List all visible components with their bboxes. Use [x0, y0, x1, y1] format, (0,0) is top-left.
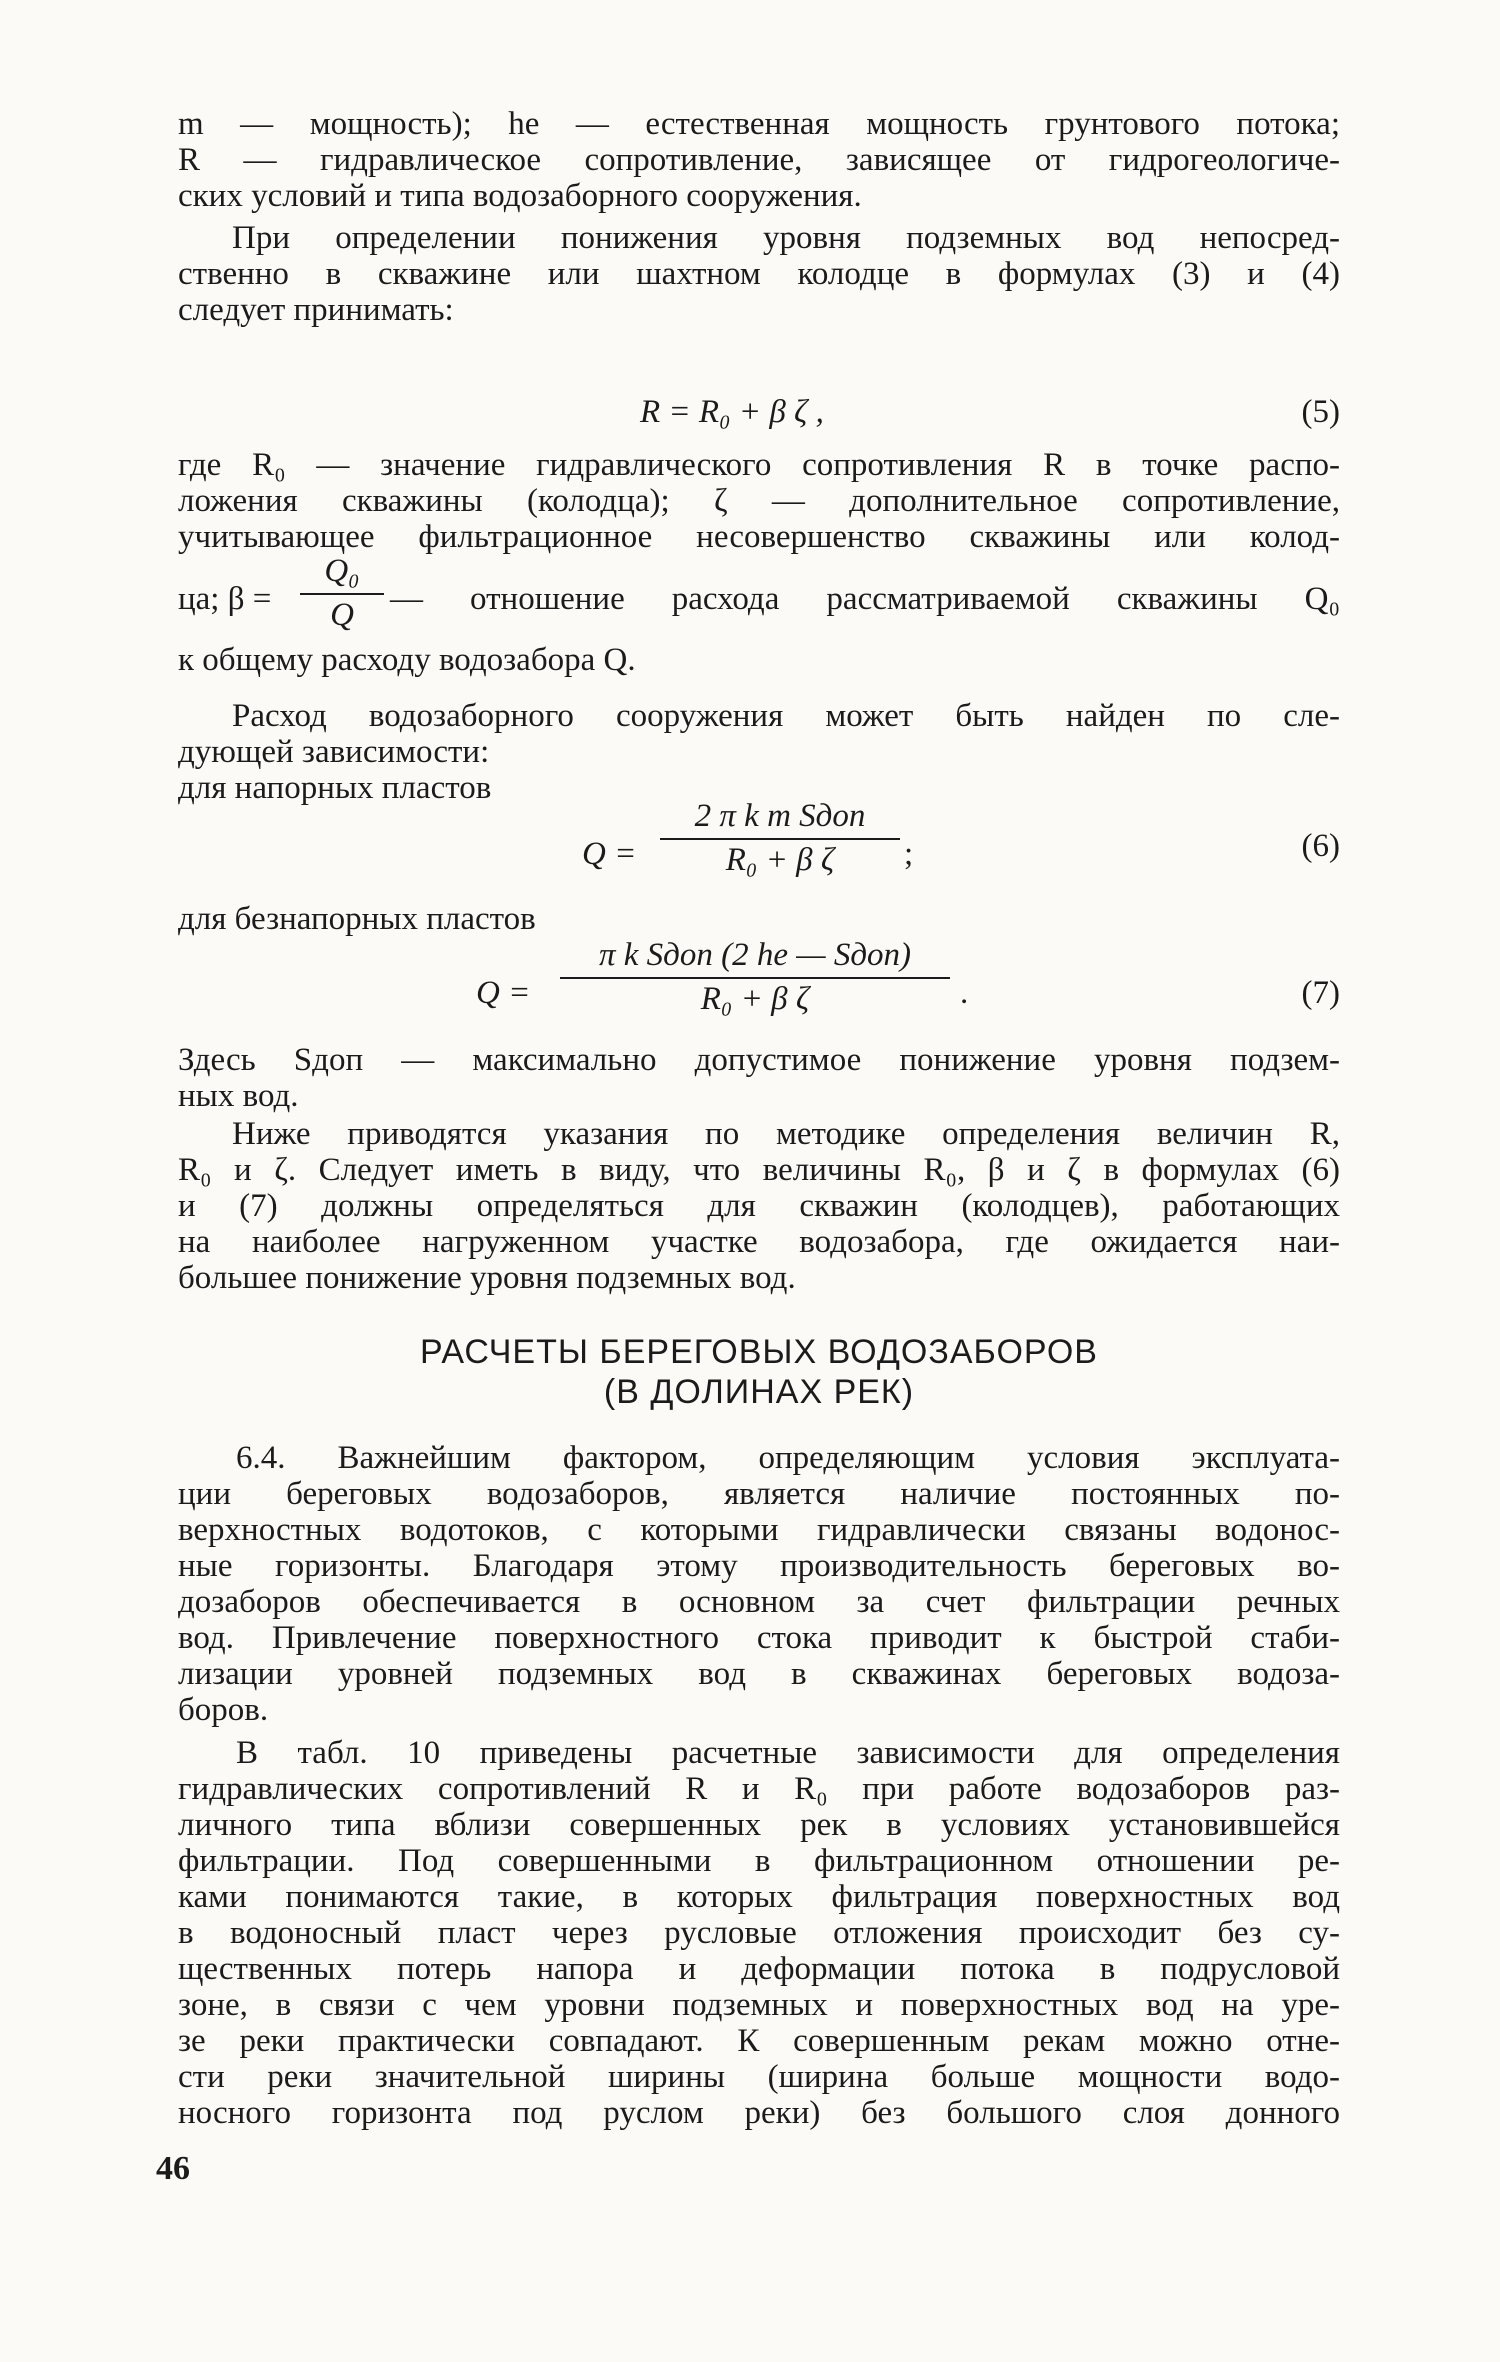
formula-7-punct: .: [960, 975, 969, 1011]
text-line: сти реки значительной ширины (ширина больше мощности водо-: [178, 2059, 1340, 2095]
text-line: В табл. 10 приведены расчетные зависимости для определения: [236, 1735, 1340, 1771]
text-line: на наиболее нагруженном участке водозабора, где ожидается наи-: [178, 1224, 1340, 1260]
formula-7-fraction: [560, 939, 950, 1016]
text-line: ции береговых водозаборов, является наличие постоянных по-: [178, 1476, 1340, 1512]
formula-5: R = R₀ + β ζ ,: [640, 394, 824, 430]
equation-number-6: (6): [1301, 828, 1340, 864]
text-line: вод. Привлечение поверхностного стока приводит к быстрой стаби-: [178, 1620, 1340, 1656]
formula-6-lhs: Q =: [582, 836, 637, 872]
text-line: Расход водозаборного сооружения может быть найден по сле-: [232, 698, 1340, 734]
fraction-bar: [300, 593, 384, 595]
text-line: ных вод.: [178, 1078, 299, 1114]
fraction-bar: [660, 838, 900, 840]
formula-6-punct: ;: [904, 836, 914, 872]
text-line: дозаборов обеспечивается в основном за счет фильтрации речных: [178, 1584, 1340, 1620]
text-line: фильтрации. Под совершенными в фильтрационном отношении ре-: [178, 1843, 1340, 1879]
text-line: ца; β =: [178, 581, 272, 617]
formula-7-lhs: Q =: [476, 975, 531, 1011]
text-line: большее понижение уровня подземных вод.: [178, 1260, 796, 1296]
beta-fraction: [300, 555, 384, 632]
text-line: R — гидравлическое сопротивление, зависящее от гидрогеологиче-: [178, 142, 1340, 178]
text-line: зе реки практически совпадают. К совершенным рекам можно отне-: [178, 2023, 1340, 2059]
section-subheading: (В ДОЛИНАХ РЕК): [603, 1373, 915, 1411]
section-heading: РАСЧЕТЫ БЕРЕГОВЫХ ВОДОЗАБОРОВ: [420, 1333, 1098, 1371]
text-line: верхностных водотоков, с которыми гидравлически связаны водонос-: [178, 1512, 1340, 1548]
text-line: дующей зависимости:: [178, 734, 490, 770]
text-line: ные горизонты. Благодаря этому производительность береговых во-: [178, 1548, 1340, 1584]
text-line: где R₀ — значение гидравлического сопротивления R в точке распо-: [178, 447, 1340, 483]
equation-number-5: (5): [1301, 394, 1340, 430]
text-line: Здесь Sдоп — максимально допустимое понижение уровня подзем-: [178, 1042, 1340, 1078]
text-line: ственно в скважине или шахтном колодце в формулах (3) и (4): [178, 256, 1340, 292]
text-line: боров.: [178, 1692, 269, 1728]
text-line: — отношение расхода рассматриваемой скважины Q₀: [390, 581, 1340, 617]
equation-number-7: (7): [1301, 975, 1340, 1011]
fraction-bar: [560, 977, 950, 979]
text-line: зоне, в связи с чем уровни подземных и поверхностных вод на уре-: [178, 1987, 1340, 2023]
text-line: следует принимать:: [178, 292, 454, 328]
text-line: Ниже приводятся указания по методике определения величин R,: [232, 1116, 1340, 1152]
page-number: 46: [156, 2150, 190, 2187]
text-line: ских условий и типа водозаборного сооружения.: [178, 178, 862, 214]
beta-denominator: Q: [330, 597, 354, 633]
text-line: щественных потерь напора и деформации потока в подрусловой: [178, 1951, 1340, 1987]
text-line: для безнапорных пластов: [178, 901, 536, 937]
text-line: для напорных пластов: [178, 770, 492, 806]
text-line: R₀ и ζ. Следует иметь в виду, что величины R₀, β и ζ в формулах (6): [178, 1152, 1340, 1188]
text-line: носного горизонта под руслом реки) без большого слоя донного: [178, 2095, 1340, 2131]
text-line: ложения скважины (колодца); ζ — дополнительное сопротивление,: [178, 483, 1340, 519]
formula-7-numerator: π k Sдоп (2 hе — Sдоп): [598, 937, 912, 973]
text-line: к общему расходу водозабора Q.: [178, 642, 636, 678]
beta-numerator: Q₀: [324, 553, 360, 589]
text-line: учитывающее фильтрационное несовершенство скважины или колод-: [178, 519, 1340, 555]
text-line: гидравлических сопротивлений R и R₀ при работе водозаборов раз-: [178, 1771, 1340, 1807]
text-line: m — мощность); hе — естественная мощность грунтового потока;: [178, 106, 1340, 142]
formula-7-denominator: R₀ + β ζ: [700, 981, 810, 1017]
text-line: ками понимаются такие, в которых фильтрация поверхностных вод: [178, 1879, 1340, 1915]
text-line: 6.4. Важнейшим фактором, определяющим условия эксплуата-: [236, 1440, 1340, 1476]
formula-6-numerator: 2 π k m Sдоп: [694, 798, 866, 834]
text-line: При определении понижения уровня подземных вод непосред-: [232, 220, 1340, 256]
text-line: личного типа вблизи совершенных рек в условиях установившейся: [178, 1807, 1340, 1843]
text-line: лизации уровней подземных вод в скважинах береговых водоза-: [178, 1656, 1340, 1692]
text-line: в водоносный пласт через русловые отложения происходит без су-: [178, 1915, 1340, 1951]
formula-6-fraction: [660, 800, 900, 877]
formula-6-denominator: R₀ + β ζ: [725, 842, 835, 878]
text-line: и (7) должны определяться для скважин (колодцев), работающих: [178, 1188, 1340, 1224]
